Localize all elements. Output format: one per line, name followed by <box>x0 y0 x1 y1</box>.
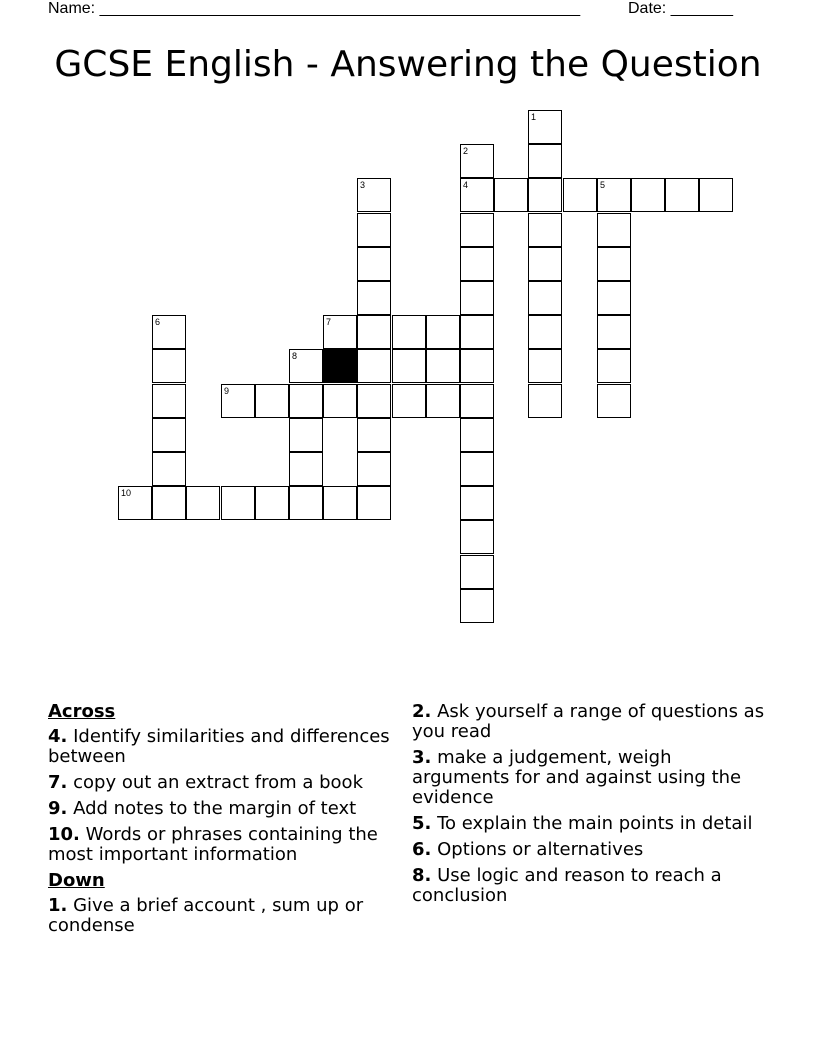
clue-down-5: 5. To explain the main points in detail <box>412 813 753 834</box>
crossword-cell[interactable] <box>460 384 494 418</box>
crossword-cell[interactable] <box>255 486 289 520</box>
crossword-cell[interactable] <box>631 178 665 212</box>
clue-down-3: 3. make a judgement, weigh arguments for and against using the evidence <box>412 747 742 808</box>
crossword-cell[interactable] <box>494 178 528 212</box>
crossword-cell[interactable] <box>563 178 597 212</box>
cell-number: 7 <box>326 317 332 327</box>
date-field-label: Date: _______ <box>628 0 733 17</box>
clue-down-2: 2. Ask yourself a range of questions as you read <box>412 701 765 742</box>
crossword-cell[interactable] <box>460 589 494 623</box>
crossword-cell[interactable] <box>426 315 460 349</box>
crossword-cell[interactable] <box>289 486 323 520</box>
crossword-cell[interactable] <box>357 247 391 281</box>
crossword-cell[interactable] <box>426 384 460 418</box>
crossword-cell[interactable] <box>460 315 494 349</box>
crossword-cell[interactable] <box>323 384 357 418</box>
clue-down-8: 8. Use logic and reason to reach a conclusion <box>412 865 722 906</box>
across-heading: Across <box>48 701 116 722</box>
crossword-block-cell <box>323 349 357 383</box>
crossword-cell[interactable] <box>323 315 357 349</box>
crossword-cell[interactable] <box>460 247 494 281</box>
crossword-cell[interactable] <box>597 213 631 247</box>
crossword-cell[interactable] <box>118 486 152 520</box>
crossword-cell[interactable] <box>528 178 562 212</box>
cell-number: 4 <box>463 180 469 190</box>
crossword-cell[interactable] <box>460 213 494 247</box>
crossword-cell[interactable] <box>699 178 733 212</box>
crossword-cell[interactable] <box>426 349 460 383</box>
crossword-cell[interactable] <box>460 520 494 554</box>
crossword-cell[interactable] <box>357 486 391 520</box>
crossword-cell[interactable] <box>152 315 186 349</box>
crossword-cell[interactable] <box>528 213 562 247</box>
crossword-cell[interactable] <box>289 452 323 486</box>
cell-number: 10 <box>121 488 132 498</box>
crossword-cell[interactable] <box>357 315 391 349</box>
crossword-cell[interactable] <box>289 418 323 452</box>
crossword-cell[interactable] <box>357 213 391 247</box>
crossword-cell[interactable] <box>460 349 494 383</box>
cell-number: 8 <box>292 351 298 361</box>
crossword-cell[interactable] <box>186 486 220 520</box>
crossword-cell[interactable] <box>357 384 391 418</box>
clue-across-9: 9. Add notes to the margin of text <box>48 798 357 819</box>
crossword-cell[interactable] <box>665 178 699 212</box>
crossword-cell[interactable] <box>221 384 255 418</box>
clues-left-column <box>48 702 398 942</box>
crossword-cell[interactable] <box>392 384 426 418</box>
cell-number: 5 <box>600 180 606 190</box>
crossword-cell[interactable] <box>460 144 494 178</box>
crossword-cell[interactable] <box>152 486 186 520</box>
crossword-cell[interactable] <box>289 384 323 418</box>
crossword-cell[interactable] <box>460 486 494 520</box>
clue-down-6: 6. Options or alternatives <box>412 839 644 860</box>
crossword-cell[interactable] <box>357 452 391 486</box>
crossword-cell[interactable] <box>460 418 494 452</box>
crossword-cell[interactable] <box>152 418 186 452</box>
crossword-cell[interactable] <box>528 144 562 178</box>
crossword-cell[interactable] <box>528 110 562 144</box>
crossword-cell[interactable] <box>152 384 186 418</box>
down-heading: Down <box>48 870 105 891</box>
clue-down-1: 1. Give a brief account , sum up or condense <box>48 895 364 936</box>
crossword-cell[interactable] <box>597 247 631 281</box>
crossword-cell[interactable] <box>528 349 562 383</box>
crossword-cell[interactable] <box>597 178 631 212</box>
cell-number: 9 <box>224 386 230 396</box>
clues-right-column <box>412 702 772 912</box>
crossword-cell[interactable] <box>152 452 186 486</box>
cell-number: 1 <box>531 112 537 122</box>
clue-across-4: 4. Identify similarities and differences between <box>48 726 390 767</box>
crossword-cell[interactable] <box>460 452 494 486</box>
crossword-cell[interactable] <box>357 178 391 212</box>
crossword-cell[interactable] <box>152 349 186 383</box>
crossword-cell[interactable] <box>528 247 562 281</box>
crossword-cell[interactable] <box>528 281 562 315</box>
crossword-cell[interactable] <box>528 384 562 418</box>
crossword-cell[interactable] <box>597 281 631 315</box>
crossword-cell[interactable] <box>221 486 255 520</box>
crossword-cell[interactable] <box>460 178 494 212</box>
crossword-cell[interactable] <box>597 315 631 349</box>
crossword-cell[interactable] <box>255 384 289 418</box>
clue-across-7: 7. copy out an extract from a book <box>48 772 363 793</box>
clue-across-10: 10. Words or phrases containing the most important information <box>48 824 378 865</box>
crossword-cell[interactable] <box>597 349 631 383</box>
crossword-cell[interactable] <box>357 418 391 452</box>
crossword-cell[interactable] <box>289 349 323 383</box>
cell-number: 3 <box>360 180 366 190</box>
cell-number: 6 <box>155 317 161 327</box>
crossword-cell[interactable] <box>392 349 426 383</box>
crossword-cell[interactable] <box>597 384 631 418</box>
crossword-cell[interactable] <box>392 315 426 349</box>
cell-number: 2 <box>463 146 469 156</box>
crossword-cell[interactable] <box>528 315 562 349</box>
crossword-cell[interactable] <box>323 486 357 520</box>
page-title: GCSE English - Answering the Question <box>54 44 762 85</box>
name-field-label: Name: ______________________________________________________ <box>48 0 581 17</box>
crossword-cell[interactable] <box>357 349 391 383</box>
crossword-cell[interactable] <box>460 555 494 589</box>
crossword-cell[interactable] <box>357 281 391 315</box>
crossword-cell[interactable] <box>460 281 494 315</box>
